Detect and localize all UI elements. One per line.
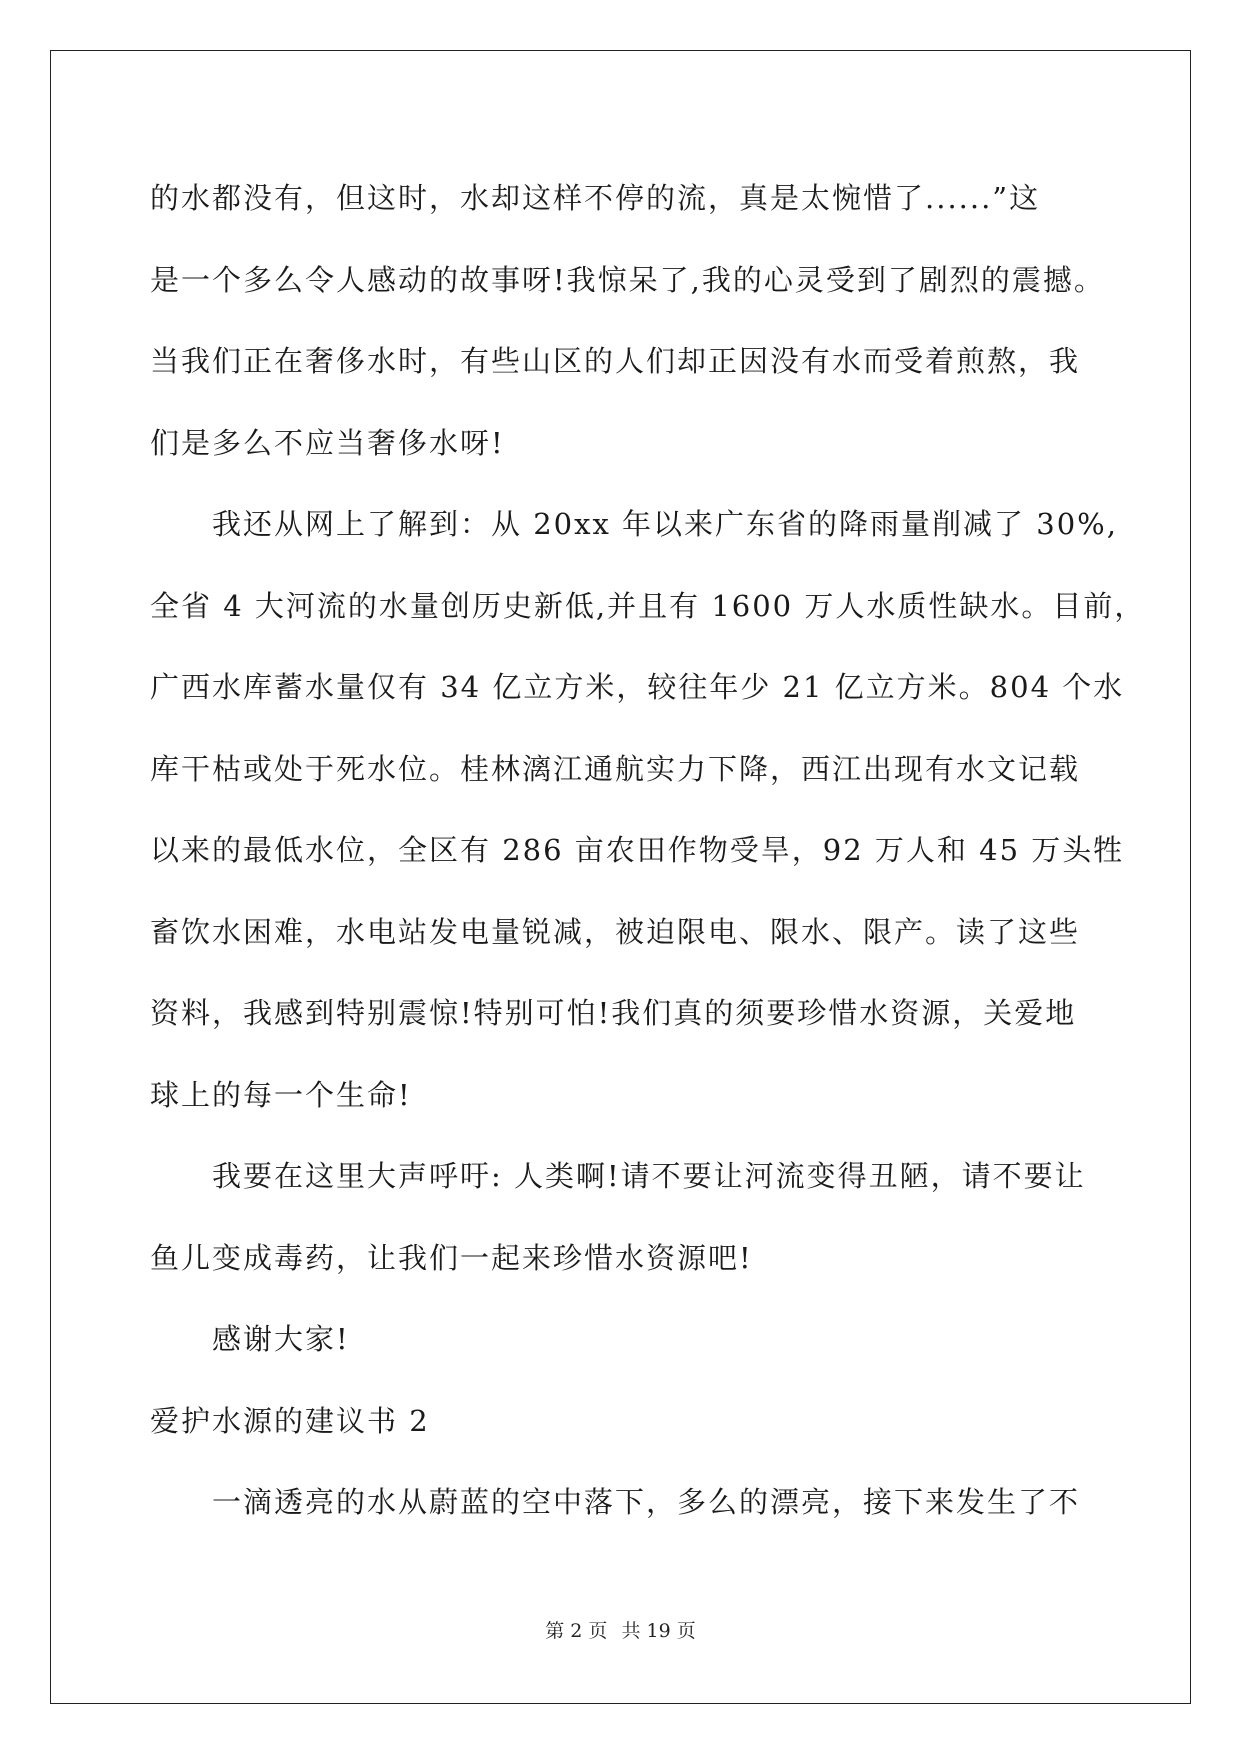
paragraph-first-line: 我要在这里大声呼吁: 人类啊!请不要让河流变得丑陋，请不要让 xyxy=(212,1159,1086,1193)
text-line: 全省 4 大河流的水量创历史新低,并且有 1600 万人水质性缺水。目前， xyxy=(150,588,1146,623)
text-line: 库干枯或处于死水位。桂林漓江通航实力下降，西江出现有水文记载 xyxy=(150,751,1081,786)
text-line: 当我们正在奢侈水时，有些山区的人们却正因没有水而受着煎熬，我 xyxy=(150,344,1081,378)
page-footer xyxy=(0,1616,1241,1643)
text-line: 鱼儿变成毒药，让我们一起来珍惜水资源吧! xyxy=(150,1240,753,1275)
document-body xyxy=(150,158,1146,1544)
text-line: 球上的每一个生命! xyxy=(150,1077,412,1112)
paragraph-first-line: 一滴透亮的水从蔚蓝的空中落下，多么的漂亮，接下来发生了不 xyxy=(212,1485,1081,1519)
text-line: 是一个多么令人感动的故事呀!我惊呆了,我的心灵受到了剧烈的震撼。 xyxy=(150,262,1105,297)
text-line: 广西水库蓄水量仅有 34 亿立方米，较往年少 21 亿立方米。804 个水 xyxy=(150,670,1125,704)
text-line: 的水都没有，但这时，水却这样不停的流，真是太惋惜了......”这 xyxy=(150,181,1041,215)
text-line: 畜饮水困难，水电站发电量锐减，被迫限电、限水、限产。读了这些 xyxy=(150,914,1081,949)
closing-line: 感谢大家! xyxy=(212,1322,350,1356)
paragraph-first-line: 我还从网上了解到：从 20xx 年以来广东省的降雨量削减了 30%, xyxy=(212,507,1118,541)
page-total: 共 19 页 xyxy=(621,1620,696,1642)
text-line: 们是多么不应当奢侈水呀! xyxy=(150,425,505,460)
section-heading: 爱护水源的建议书 2 xyxy=(150,1403,430,1438)
text-line: 以来的最低水位，全区有 286 亩农田作物受旱，92 万人和 45 万头牲 xyxy=(150,833,1125,867)
text-line: 资料，我感到特别震惊!特别可怕!我们真的须要珍惜水资源，关爱地 xyxy=(150,996,1077,1030)
page-number: 第 2 页 xyxy=(545,1620,608,1642)
